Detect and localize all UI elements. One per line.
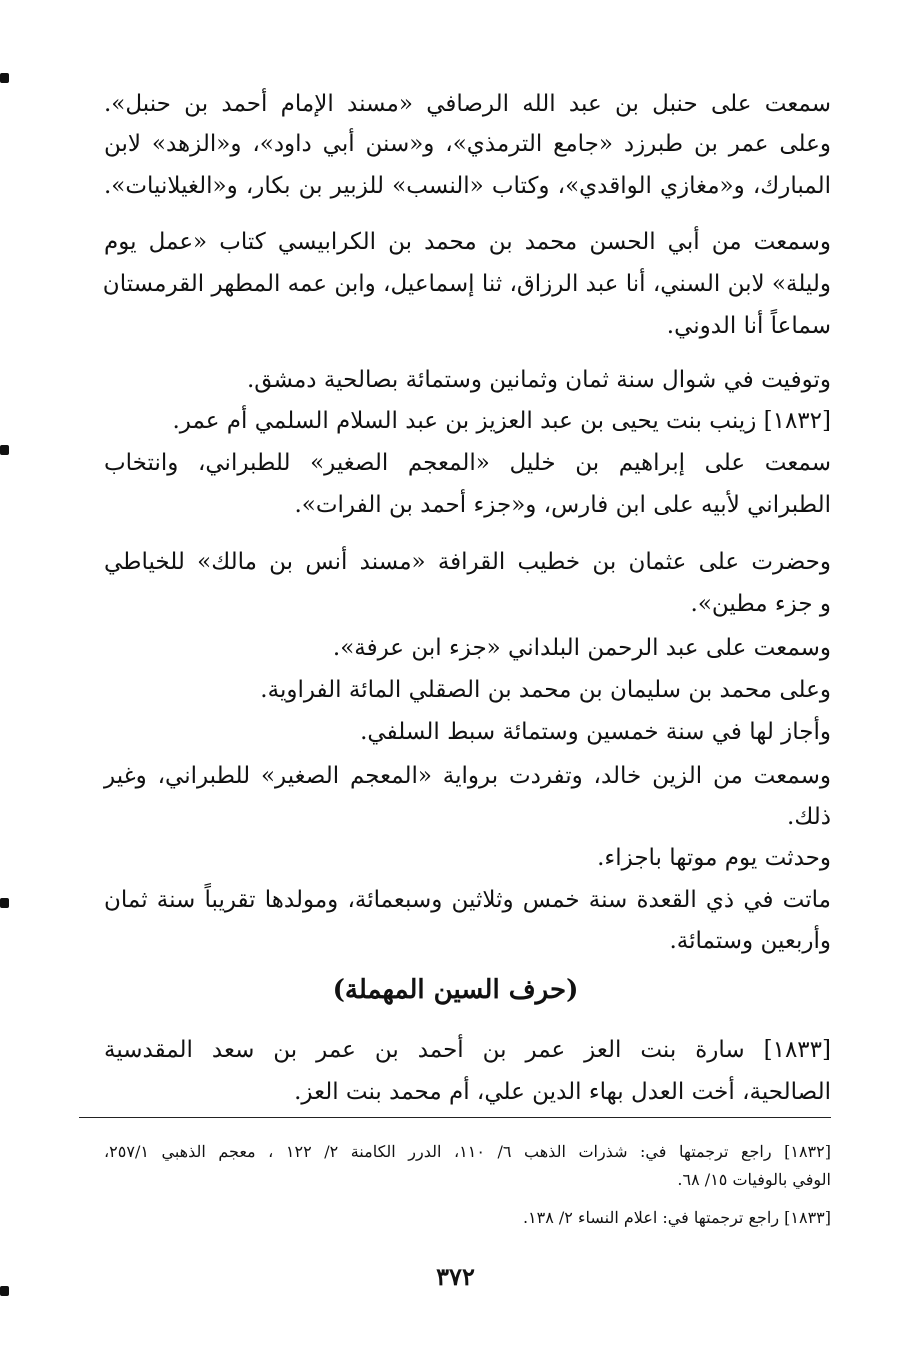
text-line: وسمعت على عبد الرحمن البلداني «جزء ابن عرفة». (332, 635, 831, 661)
text-line: الصالحية، أخت العدل بهاء الدين علي، أم محمد بنت العز. (294, 1079, 831, 1105)
text-line: سمعت على حنبل بن عبد الله الرصافي «مسند الإمام أحمد بن حنبل». (104, 91, 831, 117)
entry-heading: [١٨٣٣] سارة بنت العز عمر بن أحمد بن عمر بن سعد المقدسية (104, 1037, 831, 1063)
page-number: ٣٧٢ (436, 1262, 475, 1291)
footnote: [١٨٣٣] راجع ترجمتها في: اعلام النساء ٢/ ١٣٨. (522, 1208, 831, 1227)
text-line: وتوفيت في شوال سنة ثمان وثمانين وستمائة بصالحية دمشق. (246, 367, 831, 393)
text-line: وسمعت من أبي الحسن محمد بن محمد بن الكرابيسي كتاب «عمل يوم (104, 229, 831, 255)
footnote-divider (79, 1117, 831, 1118)
text-line: سمعت على إبراهيم بن خليل «المعجم الصغير» للطبراني، وانتخاب (104, 450, 831, 476)
entry-heading: [١٨٣٢] زينب بنت يحيى بن عبد العزيز بن عبد السلام السلمي أم عمر. (172, 408, 831, 434)
text-line: وأربعين وستمائة. (669, 928, 831, 954)
text-line: المبارك، و«مغازي الواقدي»، وكتاب «النسب» للزبير بن بكار، و«الغيلانيات». (104, 173, 831, 199)
text-line: وحضرت على عثمان بن خطيب القرافة «مسند أنس بن مالك» للخياطي (104, 549, 831, 575)
text-line: وسمعت من الزين خالد، وتفردت برواية «المعجم الصغير» للطبراني، وغير (104, 763, 831, 789)
scan-edge-mark (0, 445, 9, 455)
text-line: وحدثت يوم موتها باجزاء. (597, 845, 831, 871)
footnote: الوفي بالوفيات ١٥/ ٦٨. (677, 1170, 831, 1189)
text-line: ماتت في ذي القعدة سنة خمس وثلاثين وسبعمائة، ومولدها تقريباً سنة ثمان (104, 887, 831, 913)
text-line: ذلك. (787, 804, 831, 830)
text-line: الطبراني لأبيه على ابن فارس، و«جزء أحمد بن الفرات». (294, 492, 831, 518)
footnote: [١٨٣٢] راجع ترجمتها في: شذرات الذهب ٦/ ١١٠، الدرر الكامنة ٢/ ١٢٢ ، معجم الذهبي ٢٥٧/١، (104, 1142, 831, 1161)
scan-edge-mark (0, 898, 9, 908)
scan-edge-mark (0, 73, 9, 83)
text-line: وعلى محمد بن سليمان بن محمد بن الصقلي المائة الفراوية. (260, 677, 831, 703)
text-line: سماعاً أنا الدوني. (666, 313, 831, 339)
scan-edge-mark (0, 1286, 9, 1296)
section-heading: (حرف السين المهملة) (332, 975, 579, 1005)
text-line: و جزء مطين». (690, 591, 831, 617)
text-line: وعلى عمر بن طبرزد «جامع الترمذي»، و«سنن أبي داود»، و«الزهد» لابن (104, 131, 831, 157)
text-line: وليلة» لابن السني، أنا عبد الرزاق، ثنا إسماعيل، وابن عمه المطهر القرمستان (102, 271, 831, 297)
text-line: وأجاز لها في سنة خمسين وستمائة سبط السلفي. (360, 719, 831, 745)
